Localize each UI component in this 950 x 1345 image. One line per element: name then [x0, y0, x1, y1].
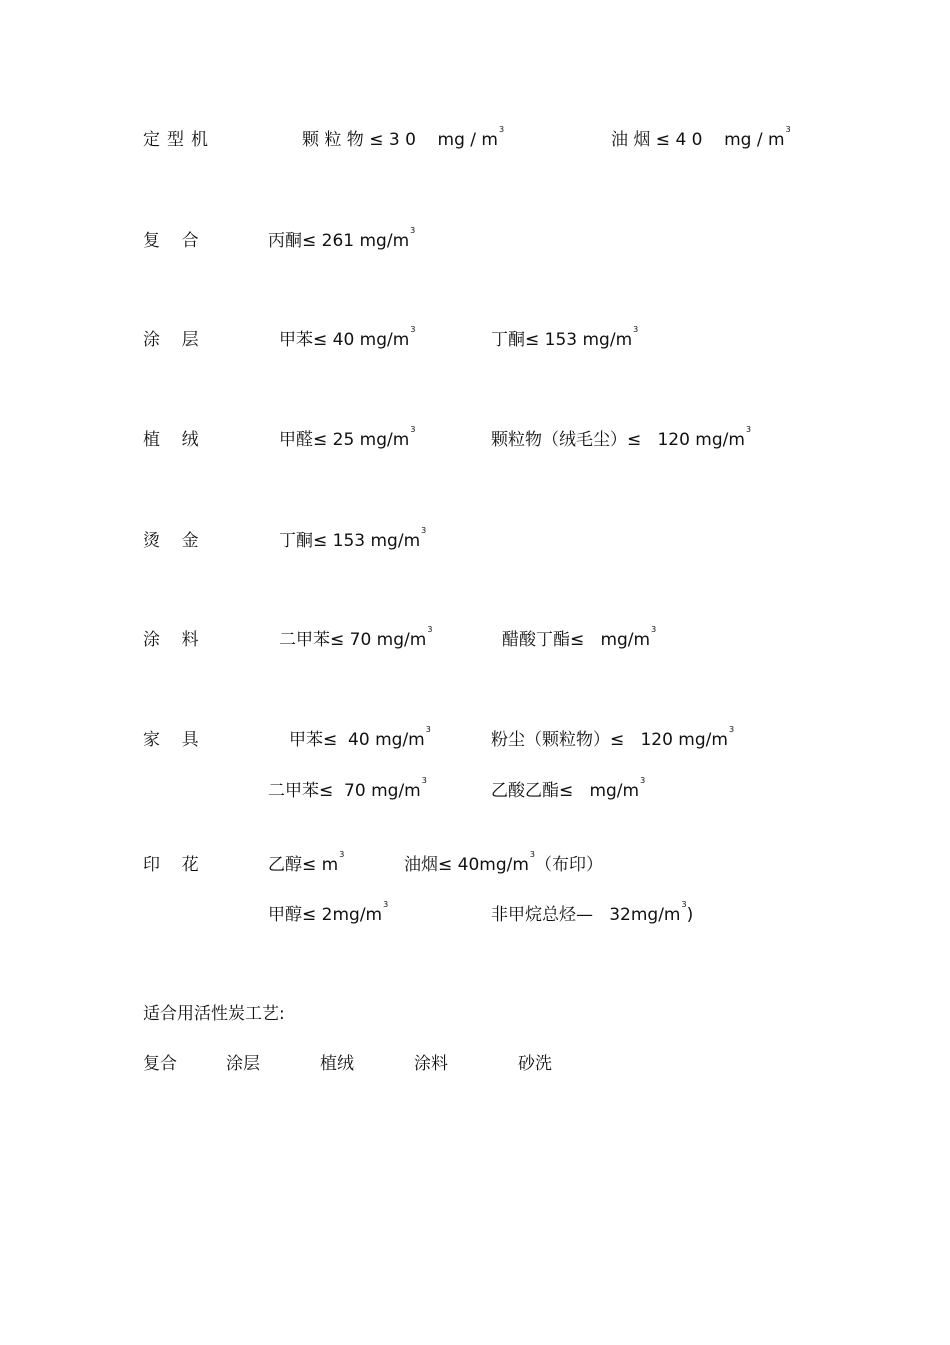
- process-label-hot-stamping: 烫 金: [143, 531, 199, 551]
- process-label-composite: 复 合: [143, 231, 199, 251]
- limit-ethanol: 乙醇≤ $m^3$: [268, 850, 345, 875]
- process-label-setting-machine: 定型机: [143, 130, 215, 150]
- process-item: 涂层: [226, 1054, 260, 1074]
- limit-butanone-stamping: 丁酮≤ 153 $mg/m^3$: [279, 526, 427, 551]
- activated-carbon-heading: 适合用活性炭工艺:: [143, 1004, 285, 1024]
- limit-nmhc: 非甲烷总烃— $32mg/m^3$): [491, 900, 694, 925]
- limit-formaldehyde: 甲醛≤ 25 $mg/m^3$: [279, 425, 416, 450]
- limit-methanol: 甲醇≤ $2mg/m^3$: [268, 900, 389, 925]
- process-label-coating: 涂 层: [143, 330, 199, 350]
- process-label-printing: 印 花: [143, 855, 199, 875]
- process-item: 复合: [143, 1054, 177, 1074]
- limit-oil-fume: 油 烟 ≤ 4 0 mg / $m^3$: [611, 125, 791, 150]
- limit-butanone: 丁酮≤ 153 $mg/m^3$: [491, 325, 639, 350]
- limit-xylene: 二甲苯≤ 70 $mg/m^3$: [279, 625, 433, 650]
- process-item: 植绒: [320, 1054, 354, 1074]
- limit-toluene: 甲苯≤ 40 $mg/m^3$: [279, 325, 416, 350]
- process-item: 砂洗: [518, 1054, 552, 1074]
- limit-ethyl-acetate: 乙酸乙酯≤ $mg/m^3$: [491, 776, 646, 801]
- limit-lint-dust: 颗粒物（绒毛尘）≤ 120 $mg/m^3$: [491, 425, 752, 450]
- limit-particulate: 颗 粒 物 ≤ 3 0 mg / $m^3$: [302, 125, 505, 150]
- limit-oil-fume-printing: 油烟≤ $40mg/m^3$（布印）: [404, 850, 604, 875]
- limit-dust-particulate: 粉尘（颗粒物）≤ 120 $mg/m^3$: [491, 725, 735, 750]
- limit-acetone: 丙酮≤ 261 $mg/m^3$: [268, 226, 416, 251]
- limit-butyl-acetate: 醋酸丁酯≤ $mg/m^3$: [502, 625, 657, 650]
- limit-xylene-furniture: 二甲苯≤ 70 $mg/m^3$: [268, 776, 427, 801]
- process-label-flocking: 植 绒: [143, 430, 199, 450]
- process-label-paint: 涂 料: [143, 630, 199, 650]
- process-item: 涂料: [414, 1054, 448, 1074]
- process-label-furniture: 家 具: [143, 730, 199, 750]
- limit-toluene-furniture: 甲苯≤ 40 $mg/m^3$: [289, 725, 431, 750]
